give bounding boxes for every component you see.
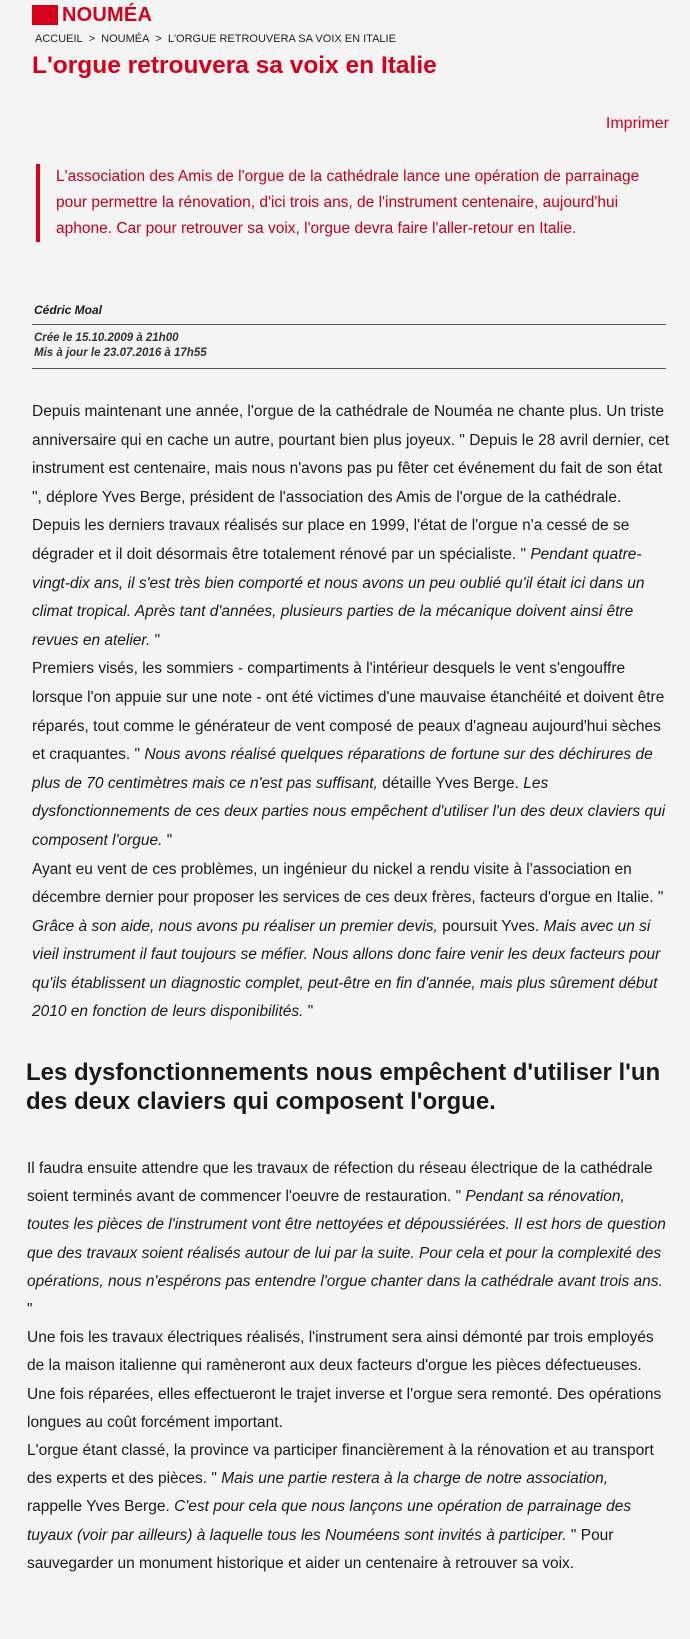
quote: Mais une partie restera à la charge de notre association,	[221, 1470, 609, 1488]
updated-date: Mis à jour le 23.07.2016 à 17h55	[34, 347, 207, 359]
text: poursuit Yves.	[437, 917, 544, 935]
divider	[32, 324, 666, 325]
text: rappelle Yves Berge.	[27, 1498, 175, 1516]
text: "	[150, 631, 161, 649]
created-date: Crée le 15.10.2009 à 21h00	[34, 332, 179, 344]
breadcrumb-section[interactable]: NOUMÉA	[101, 33, 150, 45]
text: détaille Yves Berge.	[377, 774, 524, 792]
paragraph: Une fois les travaux électriques réalisés, l'instrument sera ainsi démonté par trois employés de la maison italienne qui ramèneront aux deux facteurs d'orgue les pièces défectueuses. Une fois réparées, elles effectueront le trajet inverse et l'orgue sera remonté. Des opérations longues au coût forcément important.	[27, 1329, 662, 1431]
paragraph	[27, 1437, 667, 1578]
paragraph	[32, 398, 672, 655]
breadcrumb-current: L'ORGUE RETROUVERA SA VOIX EN ITALIE	[167, 33, 396, 45]
breadcrumb	[35, 33, 396, 45]
author-name[interactable]: Cédric Moal	[34, 303, 103, 317]
quote: Nous avons réalisé quelques réparations de fortune sur des déchirures de plus de 70 centimètres mais ce n'est pas suffisant,	[32, 746, 653, 792]
text: Ayant eu vent de ces problèmes, un ingénieur du nickel a rendu visite à l'association en décembre dernier pour proposer les services de ces deux frères, facteurs d'orgue en Italie. "	[32, 860, 664, 907]
text: " Pour sauvegarder un monument historique et aider un centenaire à retrouver sa voix.	[27, 1526, 614, 1572]
article-body-continued	[27, 1155, 667, 1578]
article-dates	[34, 331, 207, 361]
paragraph	[32, 856, 672, 1028]
quote: Pendant quatre-vingt-dix ans, il s'est très bien comporté et nous avons un peu oublié qu'il était ici dans un climat tropical. Après tant d'années, plusieurs parties de la mécanique doivent ainsi être revues en atelier.	[32, 545, 645, 649]
quote: Mais avec un si vieil instrument il faut toujours se méfier. Nous allons donc faire venir les deux facteurs pour qu'ils établissent un diagnostic complet, peut-être en fin d'année, mais plus sûrement début 2010 en fonction de leurs disponibilités.	[32, 917, 661, 1021]
quote: C'est pour cela que nous lançons une opération de parrainage des tuyaux (voir par ailleurs) à laquelle tous les Nouméens sont invités à participer.	[27, 1498, 632, 1544]
breadcrumb-separator: >	[88, 33, 96, 45]
text: "	[162, 831, 173, 849]
article-title: L'orgue retrouvera sa voix en Italie	[32, 52, 437, 79]
divider	[32, 368, 666, 369]
article-body	[32, 398, 672, 1027]
quote: Pendant sa rénovation, toutes les pièces de l'instrument vont être nettoyées et dépoussiérées. Il est hors de question que des travaux soient réalisés autour de lui par la suite. Pour cela et pour la complexité des opérations, nous n'espérons pas entendre l'orgue chanter dans la cathédrale avant trois ans.	[27, 1188, 666, 1290]
paragraph	[32, 655, 672, 855]
section-name[interactable]: NOUMÉA	[62, 3, 153, 26]
breadcrumb-home[interactable]: ACCUEIL	[35, 33, 83, 45]
subheading: Les dysfonctionnements nous empêchent d'utiliser l'un des deux claviers qui composent l'orgue.	[26, 1059, 661, 1115]
article-intro: L'association des Amis de l'orgue de la cathédrale lance une opération de parrainage pour permettre la rénovation, d'ici trois ans, de l'instrument centenaire, aujourd'hui aphone. Car pour retrouver sa voix, l'orgue devra faire l'aller-retour en Italie.	[36, 164, 666, 242]
text: L'orgue étant classé, la province va participer financièrement à la rénovation et au transport des experts et des pièces. "	[27, 1442, 654, 1488]
section-marker-icon	[32, 5, 58, 25]
text: Premiers visés, les sommiers - compartiments à l'intérieur desquels le vent s'engouffre lorsque l'on appuie sur une note - ont été victimes d'une mauvaise étanchéité et doivent être réparés, tout comme le générateur de vent composé de peaux d'agneau aujourd'hui sèches et craquantes. "	[32, 660, 665, 764]
quote: Les dysfonctionnements de ces deux parties nous empêchent d'utiliser l'un des deux claviers qui composent l'orgue.	[32, 774, 666, 849]
section-header[interactable]	[32, 4, 152, 26]
print-link[interactable]: Imprimer	[605, 115, 669, 132]
quote: Grâce à son aide, nous avons pu réaliser un premier devis,	[32, 917, 438, 935]
text: "	[303, 1003, 314, 1021]
breadcrumb-separator: >	[155, 33, 162, 45]
text: Il faudra ensuite attendre que les travaux de réfection du réseau électrique de la cathédrale soient terminés avant de commencer l'oeuvre de restauration. "	[27, 1160, 653, 1206]
paragraph	[27, 1155, 667, 1324]
text: Depuis maintenant une année, l'orgue de la cathédrale de Nouméa ne chante plus. Un triste anniversaire qui en cache un autre, pourtant bien plus joyeux. " Depuis le 28 avril dernier, cet instrument est centenaire, mais nous n'avons pas pu fêter cet événement du fait de son état ", déplore Yves Berge, président de l'association des Amis de l'orgue de la cathédrale. Depuis les derniers travaux réalisés sur place en 1999, l'état de l'orgue n'a cessé de se dégrader et il doit désormais être totalement rénové par un spécialiste. "	[32, 403, 670, 563]
text: "	[27, 1301, 33, 1319]
